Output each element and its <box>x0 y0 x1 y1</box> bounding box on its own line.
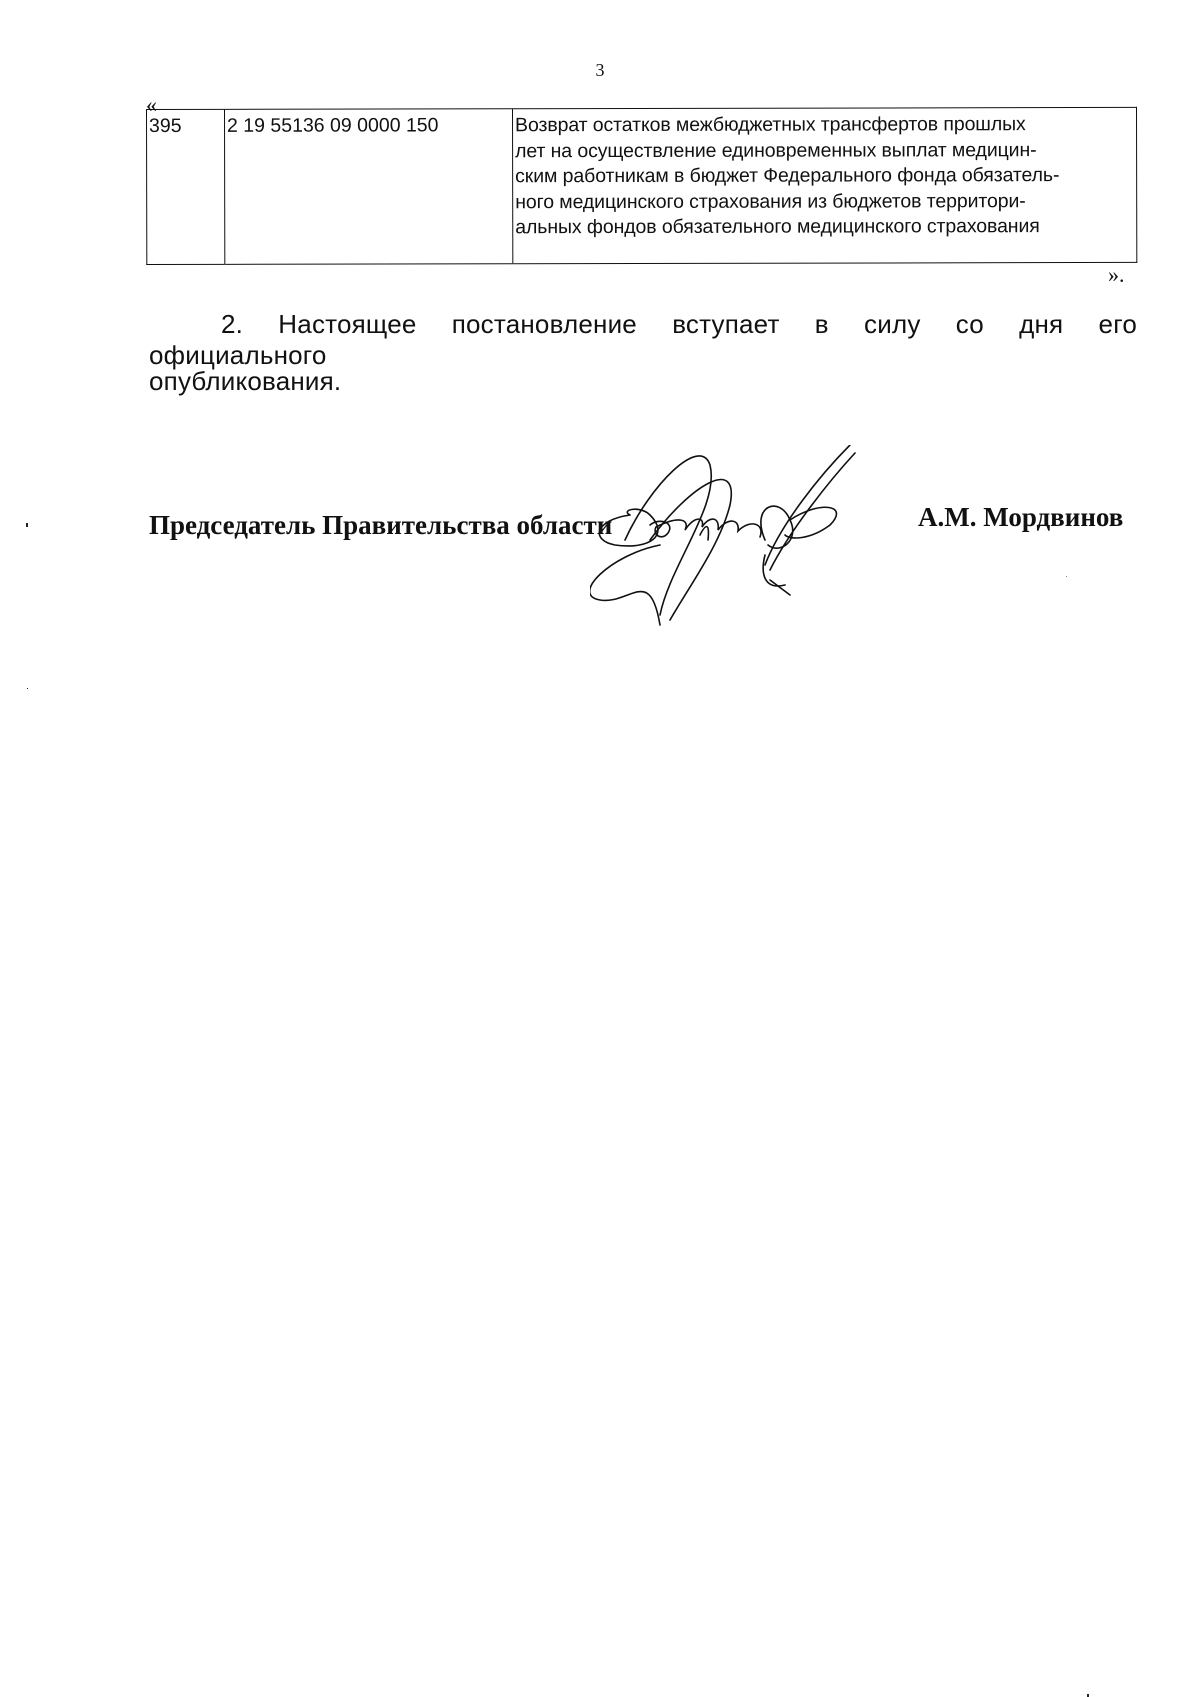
scan-artifact <box>1066 576 1067 577</box>
description-line: ским работникам в бюджет Федерального фонда обязатель- <box>515 164 1060 188</box>
description-line: Возврат остатков межбюджетных трансфертов прошлых <box>515 113 1026 137</box>
description-line: альных фондов обязательного медицинского страхования <box>515 215 1040 239</box>
page-number: 3 <box>595 60 605 80</box>
table-row <box>147 107 1137 264</box>
budget-code-cell: 2 19 55136 09 0000 150 <box>225 109 513 265</box>
description-cell <box>513 107 1137 263</box>
scan-artifact <box>26 523 28 527</box>
signer-name: А.М. Мордвинов <box>918 502 1124 532</box>
scan-artifact <box>27 688 28 689</box>
paragraph-effective-date: 2. Настоящее постановление вступает в силу со дня его официального <box>149 309 1137 370</box>
handwritten-signature-icon <box>590 445 950 645</box>
budget-code-table <box>146 107 1137 265</box>
paragraph-effective-date-continuation: опубликования. <box>149 366 342 396</box>
row-number-cell: 395 <box>149 114 182 137</box>
signer-title: Председатель Правительства области <box>149 510 613 540</box>
opening-quote-mark: « <box>146 92 157 117</box>
description-line: ного медицинского страхования из бюджетов территори- <box>515 189 1026 213</box>
closing-quote-mark: ». <box>1108 262 1125 287</box>
description-line: лет на осуществление единовременных выплат медицин- <box>515 138 1037 162</box>
